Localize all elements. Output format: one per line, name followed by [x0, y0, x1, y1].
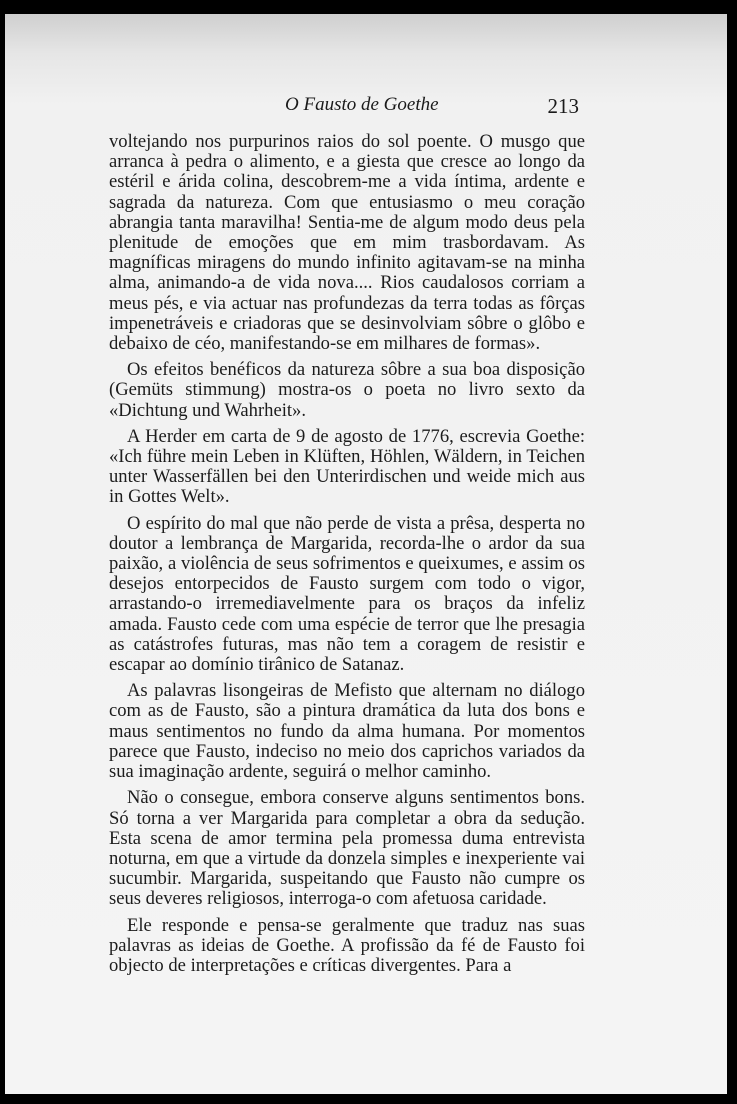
paragraph: voltejando nos purpurinos raios do sol poente. O musgo que arranca à pedra o alimento, e a giesta que cresce ao longo da estéril e árida colina, descobrem-me a vida íntima, ardente e sagrada da natureza. Com que entusiasmo o meu coração abrangia tanta maravilha! Sentia-me de algum modo deus pela plenitude de emoções que em mim trasbordavam. As magníficas miragens do mundo infinito agitavam-se na minha alma, animando-a de vida nova.... Rios caudalosos corriam a meus pés, e via actuar nas profundezas da terra todas as fôrças impenetráveis e criadoras que se desinvolviam sôbre o glôbo e debaixo de céo, manifestando-se em milhares de formas». — [109, 131, 585, 355]
paragraph: Os efeitos benéficos da natureza sôbre a sua boa disposição (Gemüts stimmung) mostra-os o poeta no livro sexto da «Dichtung und Wahrheit». — [109, 359, 585, 421]
paragraph: O espírito do mal que não perde de vista a prêsa, desperta no doutor a lembrança de Margarida, recorda-lhe o ardor da sua paixão, a violência de seus sofrimentos e queixumes, e assim os desejos entorpecidos de Fausto surgem com todo o vigor, arrastando-o irremediavelmente para os braços da infeliz amada. Fausto cede com uma espécie de terror que lhe presagia as catástrofes futuras, mas não tem a coragem de resistir e escapar ao domínio tirânico de Satanaz. — [109, 512, 585, 676]
running-title: O Fausto de Goethe — [285, 94, 439, 115]
paragraph: Ele responde e pensa-se geralmente que traduz nas suas palavras as ideias de Goethe. A profissão da fé de Fausto foi objecto de interpretações e críticas divergentes. Para a — [109, 914, 585, 976]
paragraph: A Herder em carta de 9 de agosto de 1776, escrevia Goethe: «Ich führe mein Leben in Klüften, Höhlen, Wäldern, in Teichen unter Wasserfällen bei den Unterirdischen und weide mich aus in Gottes Welt». — [109, 425, 585, 508]
body-text — [109, 132, 585, 982]
page-number: 213 — [547, 94, 579, 118]
paragraph: Não o consegue, embora conserve alguns sentimentos bons. Só torna a ver Margarida para completar a obra da sedução. Esta scena de amor termina pela promessa duma entrevista noturna, em que a virtude da donzela simples e inexperiente vai sucumbir. Margarida, suspeitando que Fausto não cumpre os seus deveres religiosos, interroga-o com afetuosa caridade. — [109, 787, 585, 910]
paragraph: As palavras lisongeiras de Mefisto que alternam no diálogo com as de Fausto, são a pintura dramática da luta dos bons e maus sentimentos no fundo da alma humana. Por momentos parece que Fausto, indeciso no meio dos caprichos variados da sua imaginação ardente, seguirá o melhor caminho. — [109, 680, 585, 783]
book-page — [5, 14, 727, 1094]
